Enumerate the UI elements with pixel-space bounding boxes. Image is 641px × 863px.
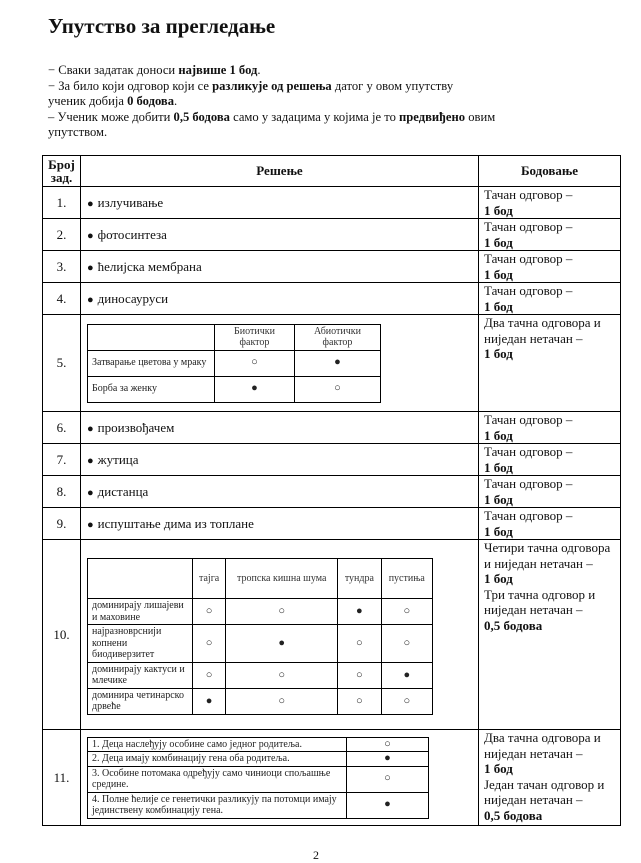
question-number: 7.: [43, 444, 81, 476]
score-text: Тачан одговор –: [484, 251, 573, 266]
header-scoring: Бодовање: [479, 156, 621, 187]
score-text: Тачан одговор –: [484, 187, 573, 202]
scoring-cell: [479, 444, 621, 476]
table-row: [43, 315, 621, 412]
answer-text: излучивање: [97, 194, 164, 210]
column-header: тајга: [193, 559, 226, 599]
scoring-cell: [479, 540, 621, 730]
table-row: [43, 283, 621, 315]
answer-text: жутица: [97, 451, 139, 467]
empty-circle-icon: ○: [226, 599, 338, 625]
answer-text: произвођачем: [97, 419, 175, 435]
question-number: 4.: [43, 283, 81, 315]
score-text: Тачан одговор –: [484, 219, 573, 234]
sub-row: [88, 752, 429, 767]
instruction-2: − За било који одговор који се разликује од решења датог у овом упутству ученик добија 0 бодова.: [48, 78, 454, 109]
row-label: Борба за женку: [88, 376, 215, 402]
statement-text: 4. Полне ћелије се генетички разликују па потомци имају јединствену комбинацију гена.: [88, 792, 347, 818]
empty-circle-icon: ○: [193, 662, 226, 688]
score-points: 1 бод: [484, 266, 513, 282]
empty-circle-icon: ○: [381, 688, 432, 714]
score-text: Два тачна одговора и ниједан нетачан –: [484, 730, 601, 761]
score-text: Тачан одговор –: [484, 508, 573, 523]
filled-circle-icon: ●: [381, 662, 432, 688]
answer-text: фотосинтеза: [97, 226, 167, 242]
score-points: 1 бод: [484, 523, 513, 539]
question-number: 5.: [43, 315, 81, 412]
table-row: [43, 412, 621, 444]
statement-text: 3. Особине потомака одређују само чиниоци спољашње средине.: [88, 766, 347, 792]
column-header: Абиотички фактор: [294, 324, 380, 350]
solution-cell: [81, 444, 479, 476]
sub-row: [88, 350, 381, 376]
sub-header-row: [88, 324, 381, 350]
column-header: пустиња: [381, 559, 432, 599]
score-text: Два тачна одговора и ниједан нетачан –: [484, 315, 601, 346]
bullet-icon: ●: [87, 518, 94, 531]
score-points: 1 бод: [484, 491, 513, 507]
solution-cell: [81, 508, 479, 540]
empty-circle-icon: ○: [347, 737, 429, 752]
bullet-icon: ●: [87, 261, 94, 274]
solution-cell: [81, 730, 479, 826]
scoring-cell: [479, 187, 621, 219]
question-number: 11.: [43, 730, 81, 826]
table-row: [43, 730, 621, 826]
empty-circle-icon: ○: [381, 599, 432, 625]
score-text: Тачан одговор –: [484, 444, 573, 459]
score-points: 1 бод: [484, 761, 513, 776]
instructions: [48, 63, 548, 141]
sub-row: [88, 625, 433, 663]
page-number: 2: [313, 848, 319, 862]
answer-text: испуштање дима из топлане: [97, 515, 254, 531]
solution-cell: [81, 315, 479, 412]
solution-cell: [81, 283, 479, 315]
instruction-1: − Сваки задатак доноси највише 1 бод.: [48, 63, 261, 77]
row-label: Затварање цветова у мраку: [88, 350, 215, 376]
score-points: 1 бод: [484, 427, 513, 443]
question-number: 1.: [43, 187, 81, 219]
question-number: 6.: [43, 412, 81, 444]
score-points: 1 бод: [484, 202, 513, 218]
table-row: [43, 508, 621, 540]
empty-circle-icon: ○: [294, 376, 380, 402]
score-text: Један тачан одговор и ниједан нетачан –: [484, 776, 605, 807]
question-number: 9.: [43, 508, 81, 540]
table-header-row: [43, 156, 621, 187]
sub-row: [88, 766, 429, 792]
empty-circle-icon: ○: [338, 662, 381, 688]
sub-row: [88, 737, 429, 752]
bullet-icon: ●: [87, 454, 94, 467]
question-number: 8.: [43, 476, 81, 508]
score-points: 1 бод: [484, 346, 513, 361]
statement-text: 2. Деца имају комбинацију гена оба родитеља.: [88, 752, 347, 767]
table-row: [43, 476, 621, 508]
score-text: Тачан одговор –: [484, 283, 573, 298]
score-points: 1 бод: [484, 298, 513, 314]
filled-circle-icon: ●: [226, 625, 338, 663]
empty-circle-icon: ○: [215, 350, 295, 376]
scoring-cell: [479, 476, 621, 508]
bullet-icon: ●: [87, 486, 94, 499]
question-number: 2.: [43, 219, 81, 251]
bullet-icon: ●: [87, 422, 94, 435]
table-row: [43, 187, 621, 219]
empty-circle-icon: ○: [347, 766, 429, 792]
column-header: тундра: [338, 559, 381, 599]
empty-circle-icon: ○: [381, 625, 432, 663]
empty-circle-icon: ○: [338, 625, 381, 663]
scoring-cell: [479, 251, 621, 283]
empty-circle-icon: ○: [193, 625, 226, 663]
scoring-cell: [479, 412, 621, 444]
sub-row: [88, 662, 433, 688]
row-label: доминирају лишајеви и маховине: [88, 599, 193, 625]
filled-circle-icon: ●: [193, 688, 226, 714]
empty-circle-icon: ○: [226, 662, 338, 688]
sub-row: [88, 688, 433, 714]
question-number: 3.: [43, 251, 81, 283]
score-text: Тачан одговор –: [484, 476, 573, 491]
score-points: 1 бод: [484, 571, 513, 586]
page-title: Упутство за прегледање: [48, 14, 276, 38]
statements-table: [87, 737, 429, 819]
score-points: 0,5 бодова: [484, 807, 543, 823]
sub-row: [88, 599, 433, 625]
scoring-cell: [479, 283, 621, 315]
header-solution: Решење: [81, 156, 479, 187]
instruction-3: – Ученик може добити 0,5 бодова само у задацима у којима је то предвиђено овим упутством.: [48, 109, 496, 140]
table-row: [43, 251, 621, 283]
solution-cell: [81, 219, 479, 251]
table-row: [43, 540, 621, 730]
solution-cell: [81, 476, 479, 508]
empty-circle-icon: ○: [193, 599, 226, 625]
answer-text: диносауруси: [97, 290, 169, 306]
row-label: најразноврснији копнени биодиверзитет: [88, 625, 193, 663]
solution-cell: [81, 251, 479, 283]
scoring-cell: [479, 730, 621, 826]
table-row: [43, 219, 621, 251]
empty-circle-icon: ○: [338, 688, 381, 714]
row-label: доминирају кактуси и млечике: [88, 662, 193, 688]
bullet-icon: ●: [87, 293, 94, 306]
factor-table: [87, 324, 381, 403]
score-points: 1 бод: [484, 234, 513, 250]
scoring-cell: [479, 219, 621, 251]
column-header: Биотички фактор: [215, 324, 295, 350]
filled-circle-icon: ●: [347, 792, 429, 818]
sub-row: [88, 376, 381, 402]
filled-circle-icon: ●: [338, 599, 381, 625]
score-points: 1 бод: [484, 459, 513, 475]
question-number: 10.: [43, 540, 81, 730]
filled-circle-icon: ●: [215, 376, 295, 402]
filled-circle-icon: ●: [347, 752, 429, 767]
score-points: 0,5 бодова: [484, 617, 543, 633]
header-num: Број зад.: [43, 156, 81, 187]
answer-text: ћелијска мембрана: [97, 258, 202, 274]
row-label: доминира четинарско дрвеће: [88, 688, 193, 714]
score-text: Три тачна одговор и ниједан нетачан –: [484, 586, 596, 617]
scoring-cell: [479, 508, 621, 540]
table-row: [43, 444, 621, 476]
column-header: тропска кишна шума: [226, 559, 338, 599]
bullet-icon: ●: [87, 197, 94, 210]
score-text: Тачан одговор –: [484, 412, 573, 427]
filled-circle-icon: ●: [294, 350, 380, 376]
solution-cell: [81, 412, 479, 444]
sub-header-row: [88, 559, 433, 599]
solution-cell: [81, 540, 479, 730]
scoring-cell: [479, 315, 621, 412]
bullet-icon: ●: [87, 229, 94, 242]
answer-text: дистанца: [97, 483, 149, 499]
statement-text: 1. Деца наслеђују особине само једног родитеља.: [88, 737, 347, 752]
solution-cell: [81, 187, 479, 219]
biome-table: [87, 558, 433, 715]
score-text: Четири тачна одговора и ниједан нетачан –: [484, 540, 611, 571]
empty-circle-icon: ○: [226, 688, 338, 714]
sub-row: [88, 792, 429, 818]
answer-key-table: [42, 155, 621, 826]
